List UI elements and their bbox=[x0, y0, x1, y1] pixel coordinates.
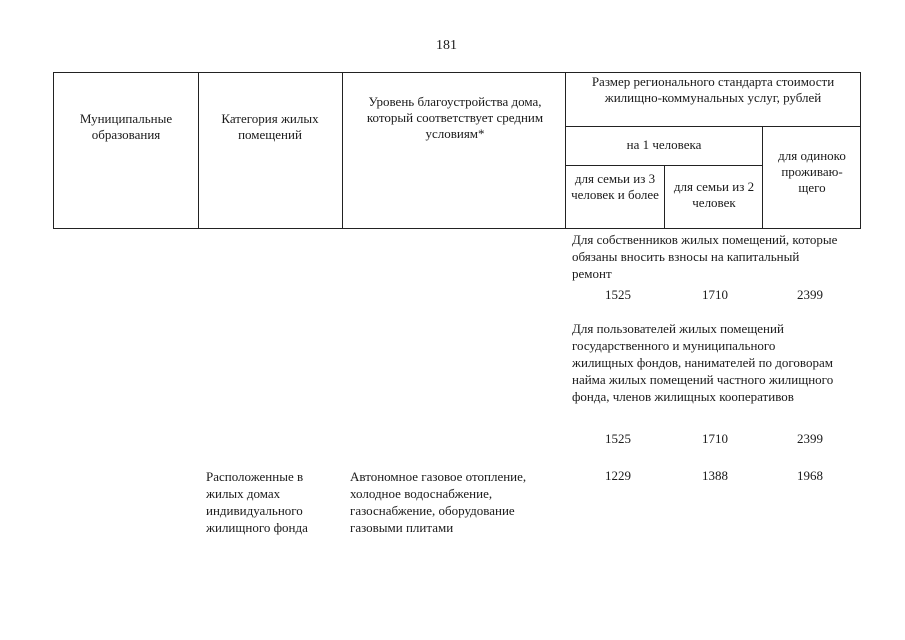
header-family2: для семьи из 2 человек bbox=[673, 179, 755, 210]
section-owners-title: Для собственников жилых помещений, которые обязаны вносить взносы на капитальный ремонт bbox=[572, 232, 838, 281]
header-single: для одиноко проживаю-щего bbox=[778, 148, 846, 195]
value-single: 2399 bbox=[797, 431, 823, 446]
value-family2: 1388 bbox=[702, 468, 728, 483]
value-family2: 1710 bbox=[702, 431, 728, 446]
row-level: Автономное газовое отопление, холодное водоснабжение, газоснабжение, оборудование газовыми плитами bbox=[350, 469, 527, 535]
value-family3: 1229 bbox=[605, 468, 631, 483]
header-standard: Размер регионального стандарта стоимости жилищно-коммунальных услуг, рублей bbox=[591, 74, 835, 105]
header-municipal: Муниципальные образования bbox=[79, 111, 173, 142]
value-family2: 1710 bbox=[702, 287, 728, 302]
page-number: 181 bbox=[436, 38, 457, 53]
header-category: Категория жилых помещений bbox=[221, 111, 319, 142]
value-single: 1968 bbox=[797, 468, 823, 483]
row-category: Расположенные в жилых домах индивидуального жилищного фонда bbox=[206, 469, 308, 535]
value-family3: 1525 bbox=[605, 431, 631, 446]
value-family3: 1525 bbox=[605, 287, 631, 302]
value-single: 2399 bbox=[797, 287, 823, 302]
header-family3: для семьи из 3 человек и более bbox=[571, 171, 659, 202]
header-level: Уровень благоустройства дома, который соответствует средним условиям* bbox=[366, 94, 544, 141]
header-per-person: на 1 человека bbox=[626, 137, 702, 152]
section-users-title: Для пользователей жилых помещений государственного и муниципального жилищных фондов, нанимателей по договорам найма жилых помещений частного жилищного фонда, членов жилищных кооперативов bbox=[572, 321, 834, 404]
